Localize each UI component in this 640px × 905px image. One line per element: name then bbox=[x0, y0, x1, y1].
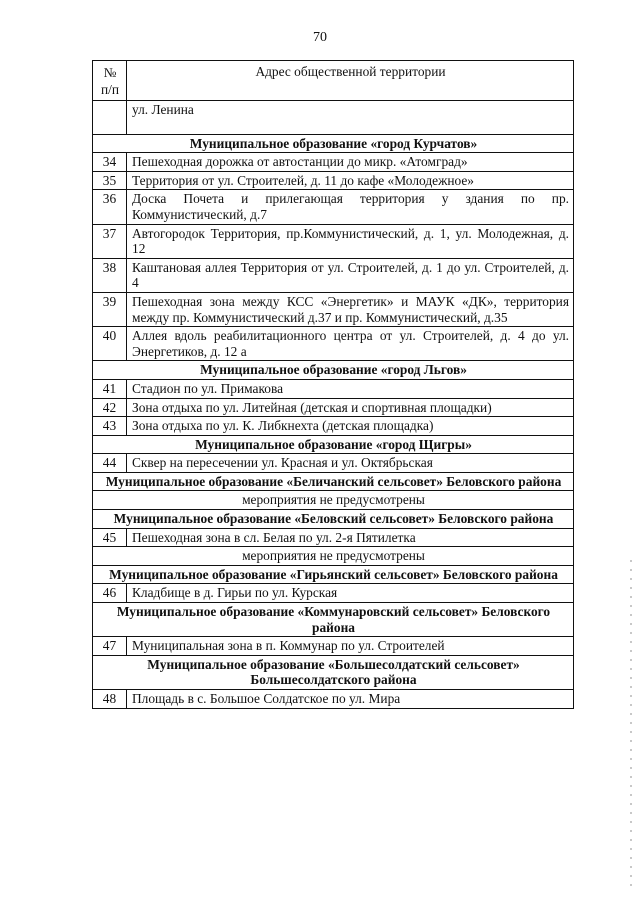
table-header-row bbox=[93, 61, 574, 101]
scan-edge-mark bbox=[630, 560, 632, 890]
section-header-row bbox=[93, 435, 574, 454]
table-row bbox=[93, 171, 574, 190]
row-number: 36 bbox=[93, 190, 127, 224]
section-title: Муниципальное образование «Большесолдатский сельсовет» Большесолдатского района bbox=[93, 655, 574, 689]
note-row bbox=[93, 491, 574, 510]
row-address: Автогородок Территория, пр.Коммунистический, д. 1, ул. Молодежная, д. 12 bbox=[127, 224, 574, 258]
note-row bbox=[93, 547, 574, 566]
table-body bbox=[93, 101, 574, 709]
row-number: 34 bbox=[93, 153, 127, 172]
row-address: Зона отдыха по ул. К. Либкнехта (детская площадка) bbox=[127, 417, 574, 436]
table-row bbox=[93, 190, 574, 224]
row-number: 39 bbox=[93, 292, 127, 326]
row-address: Пешеходная дорожка от автостанции до микр. «Атомград» bbox=[127, 153, 574, 172]
table-row bbox=[93, 584, 574, 603]
row-address: Площадь в с. Большое Солдатское по ул. Мира bbox=[127, 690, 574, 709]
row-address: Стадион по ул. Примакова bbox=[127, 379, 574, 398]
row-address: Пешеходная зона в сл. Белая по ул. 2-я Пятилетка bbox=[127, 528, 574, 547]
row-number bbox=[93, 101, 127, 135]
table-row bbox=[93, 637, 574, 656]
table-row bbox=[93, 398, 574, 417]
row-number: 38 bbox=[93, 258, 127, 292]
section-header-row bbox=[93, 603, 574, 637]
header-number bbox=[93, 61, 127, 101]
section-header-row bbox=[93, 655, 574, 689]
section-header-row bbox=[93, 134, 574, 153]
table-row bbox=[93, 258, 574, 292]
section-title: Муниципальное образование «город Щигры» bbox=[93, 435, 574, 454]
table-row bbox=[93, 327, 574, 361]
row-address: Территория от ул. Строителей, д. 11 до кафе «Молодежное» bbox=[127, 171, 574, 190]
section-title: Муниципальное образование «Беличанский сельсовет» Беловского района bbox=[93, 472, 574, 491]
section-title: Муниципальное образование «Беловский сельсовет» Беловского района bbox=[93, 510, 574, 529]
note-text: мероприятия не предусмотрены bbox=[93, 547, 574, 566]
row-number: 45 bbox=[93, 528, 127, 547]
table-row bbox=[93, 454, 574, 473]
table-row bbox=[93, 224, 574, 258]
row-address: Пешеходная зона между КСС «Энергетик» и МАУК «ДК», территория между пр. Коммунистический д.37 и пр. Коммунистический, д.35 bbox=[127, 292, 574, 326]
row-address: Доска Почета и прилегающая территория у здания по пр. Коммунистический, д.7 bbox=[127, 190, 574, 224]
row-number: 42 bbox=[93, 398, 127, 417]
section-title: Муниципальное образование «Коммунаровский сельсовет» Беловского района bbox=[93, 603, 574, 637]
row-address: Сквер на пересечении ул. Красная и ул. Октябрьская bbox=[127, 454, 574, 473]
row-number: 37 bbox=[93, 224, 127, 258]
row-address: Зона отдыха по ул. Литейная (детская и спортивная площадки) bbox=[127, 398, 574, 417]
note-text: мероприятия не предусмотрены bbox=[93, 491, 574, 510]
row-address: Аллея вдоль реабилитационного центра от ул. Строителей, д. 4 до ул. Энергетиков, д. 12 а bbox=[127, 327, 574, 361]
row-number: 40 bbox=[93, 327, 127, 361]
row-number: 48 bbox=[93, 690, 127, 709]
table-row bbox=[93, 379, 574, 398]
table-row bbox=[93, 528, 574, 547]
row-number: 41 bbox=[93, 379, 127, 398]
section-header-row bbox=[93, 510, 574, 529]
section-title: Муниципальное образование «Гирьянский сельсовет» Беловского района bbox=[93, 565, 574, 584]
table-row bbox=[93, 292, 574, 326]
public-territories-table bbox=[92, 60, 574, 709]
header-address: Адрес общественной территории bbox=[127, 61, 574, 101]
header-number-abbr: п/п bbox=[100, 82, 120, 97]
table-row-continued bbox=[93, 101, 574, 135]
section-header-row bbox=[93, 565, 574, 584]
section-title: Муниципальное образование «город Курчатов» bbox=[93, 134, 574, 153]
table-row bbox=[93, 417, 574, 436]
row-address: Каштановая аллея Территория от ул. Строителей, д. 1 до ул. Строителей, д. 4 bbox=[127, 258, 574, 292]
section-title: Муниципальное образование «город Льгов» bbox=[93, 361, 574, 380]
row-address: Кладбище в д. Гирьи по ул. Курская bbox=[127, 584, 574, 603]
row-number: 47 bbox=[93, 637, 127, 656]
row-address: Муниципальная зона в п. Коммунар по ул. Строителей bbox=[127, 637, 574, 656]
row-number: 43 bbox=[93, 417, 127, 436]
table-row bbox=[93, 153, 574, 172]
section-header-row bbox=[93, 361, 574, 380]
section-header-row bbox=[93, 472, 574, 491]
header-number-symbol: № bbox=[103, 65, 117, 80]
row-number: 46 bbox=[93, 584, 127, 603]
table-row bbox=[93, 690, 574, 709]
row-address: ул. Ленина bbox=[127, 101, 574, 135]
row-number: 35 bbox=[93, 171, 127, 190]
page-number: 70 bbox=[313, 30, 327, 45]
row-number: 44 bbox=[93, 454, 127, 473]
